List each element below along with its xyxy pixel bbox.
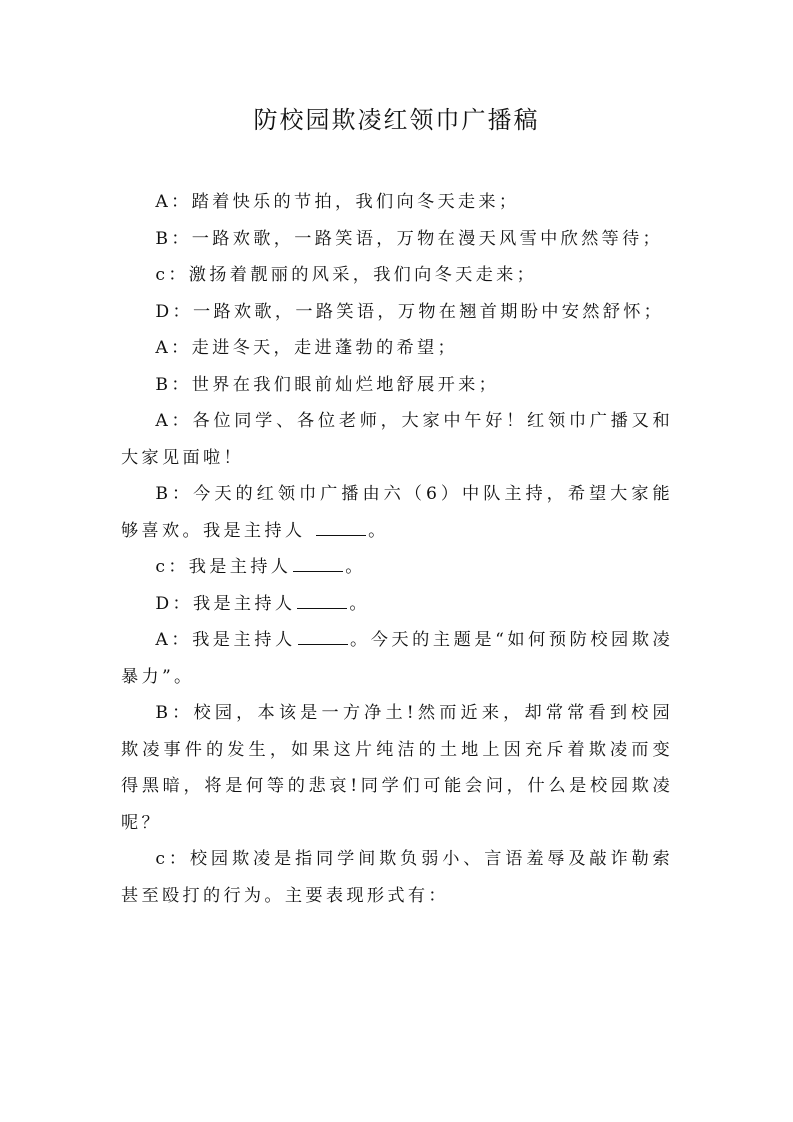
document-title: 防校园欺凌红领巾广播稿 [253, 106, 540, 134]
paragraph-text: 。 [349, 593, 370, 614]
paragraph-a-2: A：走进冬天，走进蓬勃的希望； [155, 338, 458, 358]
document-body [121, 184, 673, 914]
paragraph-a-3: A：各位同学、各位老师，大家中午好！红领巾广播又和大家见面啦！ [121, 411, 673, 468]
paragraph-d-2 [121, 586, 673, 623]
paragraph-text: 。 [368, 520, 389, 541]
paragraph-c-2 [121, 549, 673, 586]
paragraph-text: c：我是主持人 [155, 557, 292, 577]
paragraph-a-4 [121, 622, 673, 695]
paragraph-text: A：我是主持人 [155, 630, 296, 650]
paragraph-c-1: c：激扬着靓丽的风采，我们向冬天走来； [155, 265, 538, 285]
paragraph-text: B：今天的红领巾广播由六（6）中队主持，希望大家能够喜欢。我是主持人 [121, 484, 673, 541]
paragraph-a-1: A：踏着快乐的节拍，我们向冬天走来； [155, 192, 520, 212]
host-name-blank [293, 553, 343, 572]
host-name-blank [316, 517, 366, 536]
paragraph-b-3 [121, 476, 673, 549]
host-name-blank [297, 590, 347, 609]
paragraph-text: 。今天的主题是“如何预防校园欺凌暴力”。 [121, 630, 674, 687]
paragraph-b-1: B：一路欢歌，一路笑语，万物在漫天风雪中欣然等待； [155, 228, 664, 249]
paragraph-b-2: B：世界在我们眼前灿烂地舒展开来； [155, 374, 500, 395]
paragraph-c-3: c：校园欺凌是指同学间欺负弱小、言语羞辱及敲诈勒索甚至殴打的行为。主要表现形式有： [121, 849, 673, 906]
paragraph-text: D：我是主持人 [155, 593, 296, 614]
paragraph-text: 。 [345, 557, 366, 577]
host-name-blank [298, 626, 348, 645]
paragraph-b-4: B：校园，本该是一方净土!然而近来，却常常看到校园欺凌事件的发生，如果这片纯洁的土地上因充斥着欺凌而变得黑暗，将是何等的悲哀!同学们可能会问，什么是校园欺凌呢？ [121, 703, 673, 833]
paragraph-d-1: D：一路欢歌，一路笑语，万物在翘首期盼中安然舒怀； [155, 301, 665, 322]
